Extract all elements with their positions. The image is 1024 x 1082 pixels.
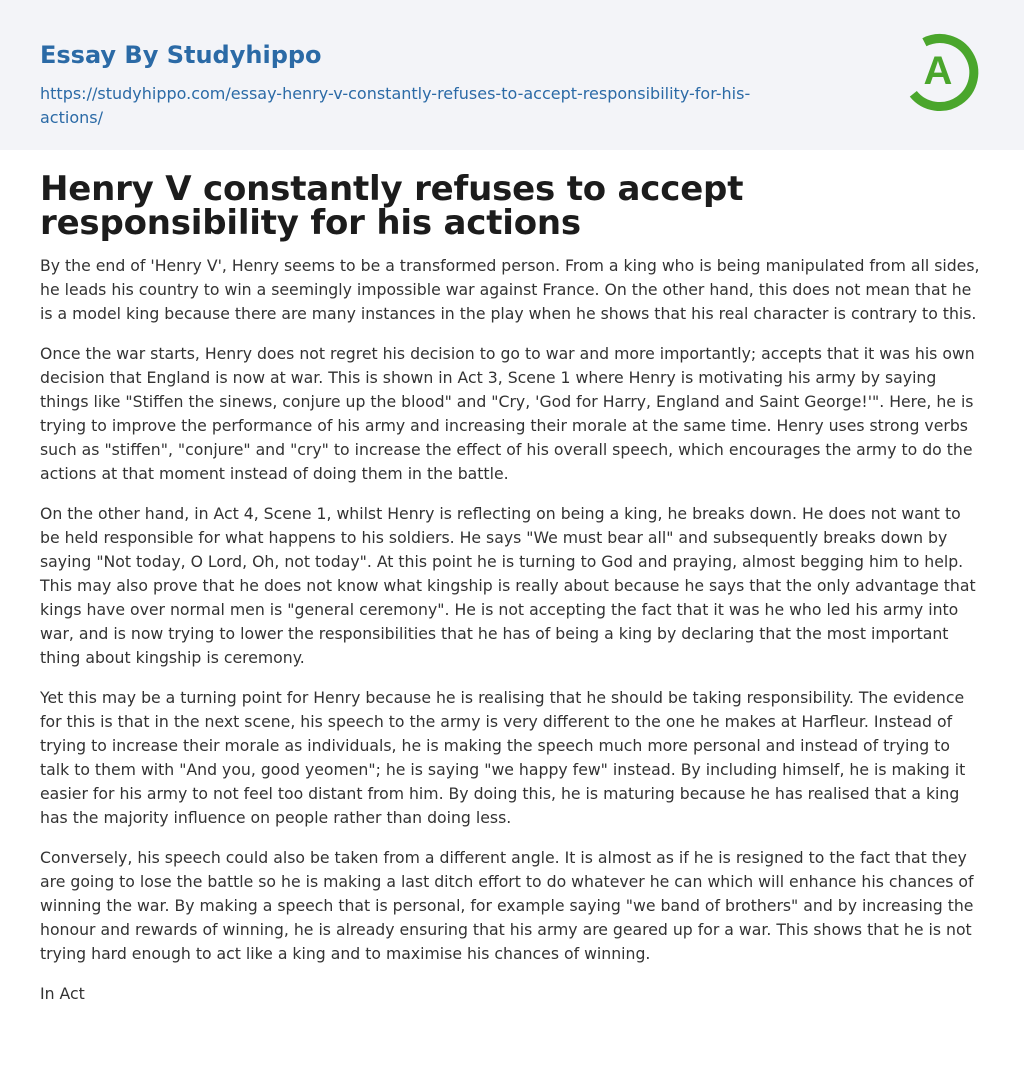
logo-letter: A bbox=[923, 49, 953, 93]
paragraph: By the end of 'Henry V', Henry seems to be a transformed person. From a king who is being manipulated from all sides, he leads his country to win a seemingly impossible war against France. On the other hand, this does not mean that he is a model king because there are many instances in the play when he shows that his real character is contrary to this. bbox=[40, 256, 980, 323]
article-body bbox=[0, 150, 1024, 1006]
paragraph: Conversely, his speech could also be taken from a different angle. It is almost as if he is resigned to the fact that they are going to lose the battle so he is making a last ditch effort to do whatever he can which will enhance his chances of winning the war. By making a speech that is personal, for example saying "we band of brothers" and by increasing the honour and rewards of winning, he is already ensuring that his army are geared up for a war. This shows that he is not trying hard enough to act like a king and to maximise his chances of winning. bbox=[40, 848, 974, 963]
paragraph: Yet this may be a turning point for Henry because he is realising that he should be taking responsibility. The evidence for this is that in the next scene, his speech to the army is very different to the one he makes at Harfleur. Instead of trying to increase their morale as individuals, he is making the speech much more personal and instead of trying to talk to them with "And you, good yeomen"; he is saying "we happy few" instead. By including himself, he is making it easier for his army to not feel too distant from him. By doing this, he is maturing because he has realised that a king has the majority influence on people rather than doing less. bbox=[40, 688, 966, 827]
site-header bbox=[0, 0, 1024, 150]
brand-title[interactable]: Essay By Studyhippo bbox=[40, 41, 322, 69]
paragraph-truncated: In Act bbox=[40, 984, 85, 1003]
studyhippo-logo-icon[interactable] bbox=[896, 28, 986, 118]
paragraph: On the other hand, in Act 4, Scene 1, whilst Henry is reflecting on being a king, he breaks down. He does not want to be held responsible for what happens to his soldiers. He says "We must bear all" and subsequently breaks down by saying "Not today, O Lord, Oh, not today". At this point he is turning to God and praying, almost begging him to help. This may also prove that he does not know what kingship is really about because he says that the only advantage that kings have over normal men is "general ceremony". He is not accepting the fact that it was he who led his army into war, and is now trying to lower the responsibilities that he has of being a king by declaring that the most important thing about kingship is ceremony. bbox=[40, 504, 976, 667]
paragraph: Once the war starts, Henry does not regret his decision to go to war and more importantly; accepts that it was his own decision that England is now at war. This is shown in Act 3, Scene 1 where Henry is motivating his army by saying things like "Stiffen the sinews, conjure up the blood" and "Cry, 'God for Harry, England and Saint George!'". Here, he is trying to improve the performance of his army and increasing their morale at the same time. Henry uses strong verbs such as "stiffen", "conjure" and "cry" to increase the effect of his overall speech, which encourages the army to do the actions at that moment instead of doing them in the battle. bbox=[40, 344, 975, 483]
source-url-link[interactable]: https://studyhippo.com/essay-henry-v-constantly-refuses-to-accept-responsibility-for-his-actions/ bbox=[40, 84, 751, 127]
article-title: Henry V constantly refuses to accept responsibility for his actions bbox=[40, 169, 744, 243]
